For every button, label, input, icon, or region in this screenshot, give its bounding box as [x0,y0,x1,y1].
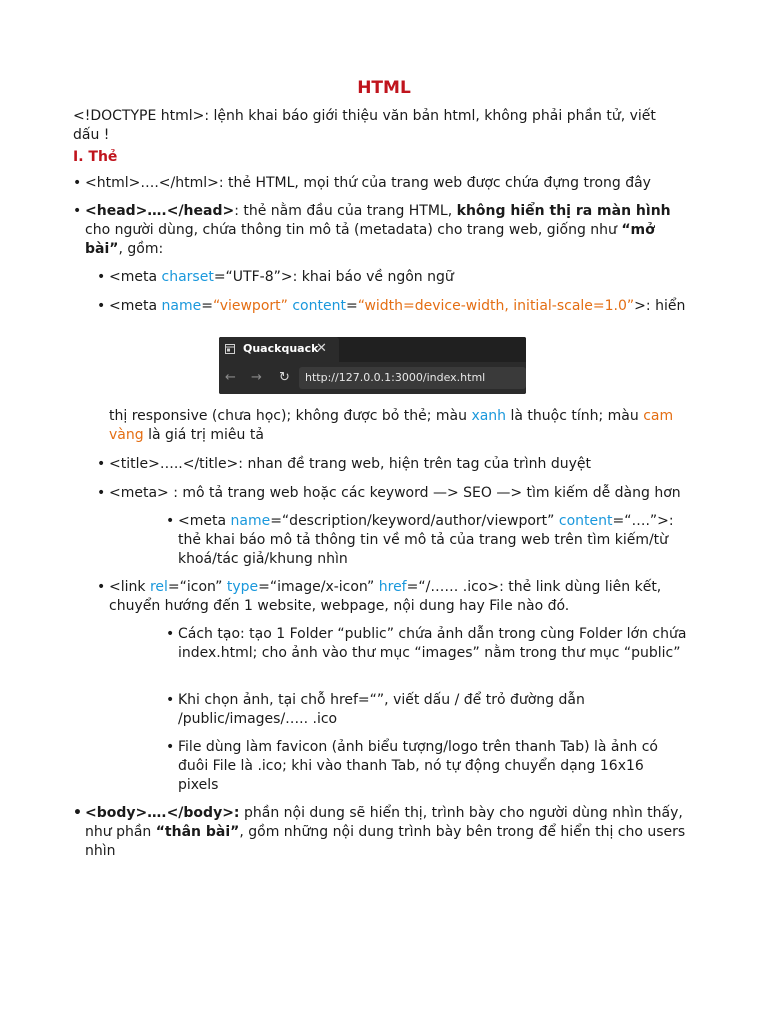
window-icon [225,344,235,354]
bullet: • [166,739,175,755]
head-tag-bold: không hiển thị ra màn hình [456,203,671,219]
link-sub-item: File dùng làm favicon (ảnh biểu tượng/logo trên thanh Tab) là ảnh có đuôi File là .ico; khi vào thanh Tab, nó tự động chuyển dạng 16x16 pixels [178,739,658,793]
bullet: • [97,485,106,501]
meta-viewport-text: <meta [109,298,162,314]
reload-icon: ↻ [279,370,290,385]
bullet: • [97,579,106,595]
attr-name: name [230,513,271,529]
meta-desc-item [178,512,688,569]
meta-charset-text: <meta [109,269,162,285]
meta-desc-text: =“….”>: thẻ khai báo mô tả thông tin về mô tả của trang web trên tìm kiếm/từ khoá/tác giả/khung nhìn [178,513,674,567]
tab-title: Quackquack [243,342,319,355]
html-tag-desc: : thẻ HTML, mọi thứ của trang web được chứa đựng trong đây [218,175,651,191]
equals: = [345,298,358,314]
link-tag-item [109,578,689,616]
html-tag-item [85,174,705,193]
bullet: • [166,513,175,529]
nav-bar [219,362,526,394]
attr-name: name [161,298,202,314]
continuation-text: là giá trị miêu tả [143,427,264,443]
blue-word: xanh [471,408,507,424]
attr-name: href [378,579,407,595]
close-icon: ✕ [316,341,327,356]
bullet: • [97,298,106,314]
bullet: • [73,203,82,219]
head-tag-desc: cho người dùng, chứa thông tin mô tả (metadata) cho trang web, giống như [85,222,622,238]
address-url: http://127.0.0.1:3000/index.html [305,371,486,384]
browser-screenshot [219,337,526,394]
link-tag-text: =“/…… .ico>: thẻ link dùng liên kết, chuyển hướng đến 1 website, webpage, nội dung hay File nào đó. [109,579,662,614]
bullet: • [73,175,82,191]
bullet: • [166,692,175,708]
head-tag-code: <head>….</head> [85,203,235,219]
continuation-text: thị responsive (chưa học); không được bỏ thẻ; màu [109,408,472,424]
meta-desc-text: <meta [178,513,231,529]
orange-word: cam vàng [109,408,674,443]
bullet: • [97,269,106,285]
meta-desc-text: =“description/keyword/author/viewport” [270,513,559,529]
doctype-paragraph: <!DOCTYPE html>: lệnh khai báo giới thiệu văn bản html, không phải phần tử, viết dấu ! [73,108,656,143]
equals: = [201,298,213,314]
link-sub-item: Cách tạo: tạo 1 Folder “public” chứa ảnh dẫn trong cùng Folder lớn chứa index.html; cho ảnh vào thư mục “images” nằm trong thư mục “public” [178,626,687,661]
head-tag-item [85,202,687,259]
attr-name: rel [149,579,168,595]
continuation-text: là thuộc tính; màu [506,408,644,424]
meta-viewport-text: >: hiển [634,298,686,314]
bullet: • [166,626,175,642]
meta-tag-item: <meta> : mô tả trang web hoặc các keyword —> SEO —> tìm kiếm dễ dàng hơn [109,485,681,501]
attr-name: charset [161,269,214,285]
forward-arrow-icon: → [251,370,262,385]
attr-name: content [292,298,346,314]
bullet: • [73,805,82,821]
bullet: • [97,456,106,472]
head-tag-desc: , gồm: [118,241,164,257]
browser-tab [219,337,339,362]
meta-charset-item [109,268,699,287]
doc-title: HTML [357,78,411,98]
meta-viewport-continuation [109,407,709,445]
head-tag-desc: : thẻ nằm đầu của trang HTML, [234,203,457,219]
attr-name: content [558,513,613,529]
html-tag-code: <html>….</html> [85,175,219,191]
attr-value: “viewport” [212,298,288,314]
meta-viewport-item [109,297,729,316]
body-tag-item [85,804,700,861]
body-tag-desc: phần nội dung sẽ hiển thị, trình bày cho người dùng nhìn thấy, như phần [85,805,683,840]
body-tag-bold: “thân bài” [155,824,240,840]
title-tag-item: <title>…..</title>: nhan đề trang web, hiện trên tag của trình duyệt [109,456,591,472]
body-tag-code: <body>….</body>: [85,805,240,821]
attr-name: type [226,579,259,595]
body-tag-desc: , gồm những nội dung trình bày bên trong để hiển thị cho users nhìn [85,824,686,859]
link-sub-item: Khi chọn ảnh, tại chỗ href=“”, viết dấu / để trỏ đường dẫn /public/images/….. .ico [178,692,585,727]
meta-charset-text: =“UTF-8”>: khai báo về ngôn ngữ [213,269,454,285]
link-tag-text: =“image/x-icon” [258,579,379,595]
head-tag-bold: “mở bài” [85,222,655,257]
attr-value: “width=device-width, initial-scale=1.0” [357,298,635,314]
section-heading: I. Thẻ [73,149,118,165]
back-arrow-icon: ← [225,370,236,385]
link-tag-text: <link [109,579,150,595]
tab-bar [219,337,526,362]
link-tag-text: =“icon” [167,579,227,595]
address-bar [299,367,526,389]
